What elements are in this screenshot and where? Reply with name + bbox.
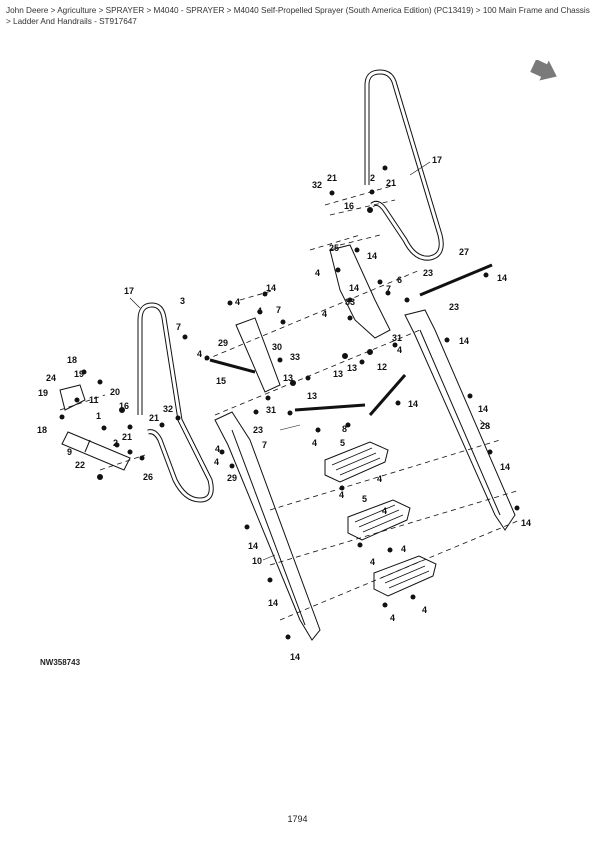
callout: 4 [197,349,203,359]
callout: 4 [377,474,383,484]
callout: 26 [143,472,154,482]
callout: 14 [478,404,489,414]
callout: 4 [401,544,407,554]
callout: 19 [74,369,85,379]
callout: 21 [122,432,133,442]
upper-handrail [367,72,441,258]
callout: 14 [268,598,279,608]
callout: 16 [344,201,355,211]
callout: 7 [262,440,268,450]
callout: 27 [459,247,470,257]
top-bracket [330,245,390,338]
callout: 16 [119,401,130,411]
callout: 21 [327,173,338,183]
callout: 14 [349,283,360,293]
callout: 19 [38,388,49,398]
callout: 32 [163,404,174,414]
callout: 14 [266,283,277,293]
callout: 14 [521,518,532,528]
callout: 11 [89,395,99,405]
callout: 3 [180,296,186,306]
callout: 5 [362,494,368,504]
callout: 20 [110,387,121,397]
callout: 9 [67,447,73,457]
callout: 7 [176,322,182,332]
callout: 10 [252,556,263,566]
callout: 4 [312,438,318,448]
callout: 14 [497,273,508,283]
callout: 13 [333,369,344,379]
callout: 4 [382,506,388,516]
callout: 14 [459,336,470,346]
mount-plate [236,318,283,392]
callout: 28 [480,421,491,431]
callout: 14 [367,251,378,261]
callout: 1 [96,411,102,421]
step-3 [374,556,436,596]
callout: 4 [390,613,396,623]
callout: 4 [215,444,221,454]
callout: 4 [422,605,428,615]
callout: 4 [397,345,403,355]
callout: 13 [347,363,358,373]
callout: 14 [500,462,511,472]
callout: 23 [423,268,434,278]
callout: 31 [392,333,403,343]
callout: 17 [124,286,135,296]
callout: 5 [340,438,346,448]
callout: 33 [345,297,356,307]
callout: 14 [408,399,419,409]
callout: 8 [342,424,348,434]
callout: 4 [214,457,220,467]
drawing-id: NW358743 [40,658,81,667]
callout: 13 [283,373,294,383]
callout: 30 [272,342,283,352]
callout: 23 [449,302,460,312]
callout: 6 [397,275,403,285]
callout: 31 [266,405,277,415]
callout: 4 [315,268,321,278]
left-handrail [140,305,211,500]
callout: 29 [218,338,229,348]
callout: 17 [432,155,443,165]
callout: 32 [312,180,323,190]
callout: 2 [113,438,119,448]
callout: 14 [248,541,259,551]
step-2 [348,500,410,540]
callout: 23 [253,425,264,435]
page-number: 1794 [287,814,308,824]
callout: 14 [290,652,301,662]
breadcrumb: John Deere > Agriculture > SPRAYER > M4040 - SPRAYER > M4040 Self-Propelled Sprayer (South America Edition) (PC13419) > 100 Main Frame and Chassis > Ladder And Handrails - ST917647 [6,6,590,26]
callout: 21 [386,178,397,188]
callout: 4 [339,490,345,500]
callout: 4 [257,306,263,316]
callout: 4 [322,309,328,319]
callout: 18 [67,355,78,365]
callout: 24 [46,373,57,383]
callout: 21 [149,413,160,423]
callout: 7 [386,284,392,294]
callout: 18 [37,425,48,435]
cylinder [62,432,133,470]
callout: 25 [329,243,340,253]
callout: 2 [370,173,376,183]
callout: 22 [75,460,86,470]
callout: 7 [276,305,282,315]
callout: 33 [290,352,301,362]
callout: 12 [377,362,388,372]
callout: 4 [370,557,376,567]
callout: 13 [307,391,318,401]
callout: 15 [216,376,227,386]
callout: 4 [235,297,241,307]
callout: 29 [227,473,238,483]
